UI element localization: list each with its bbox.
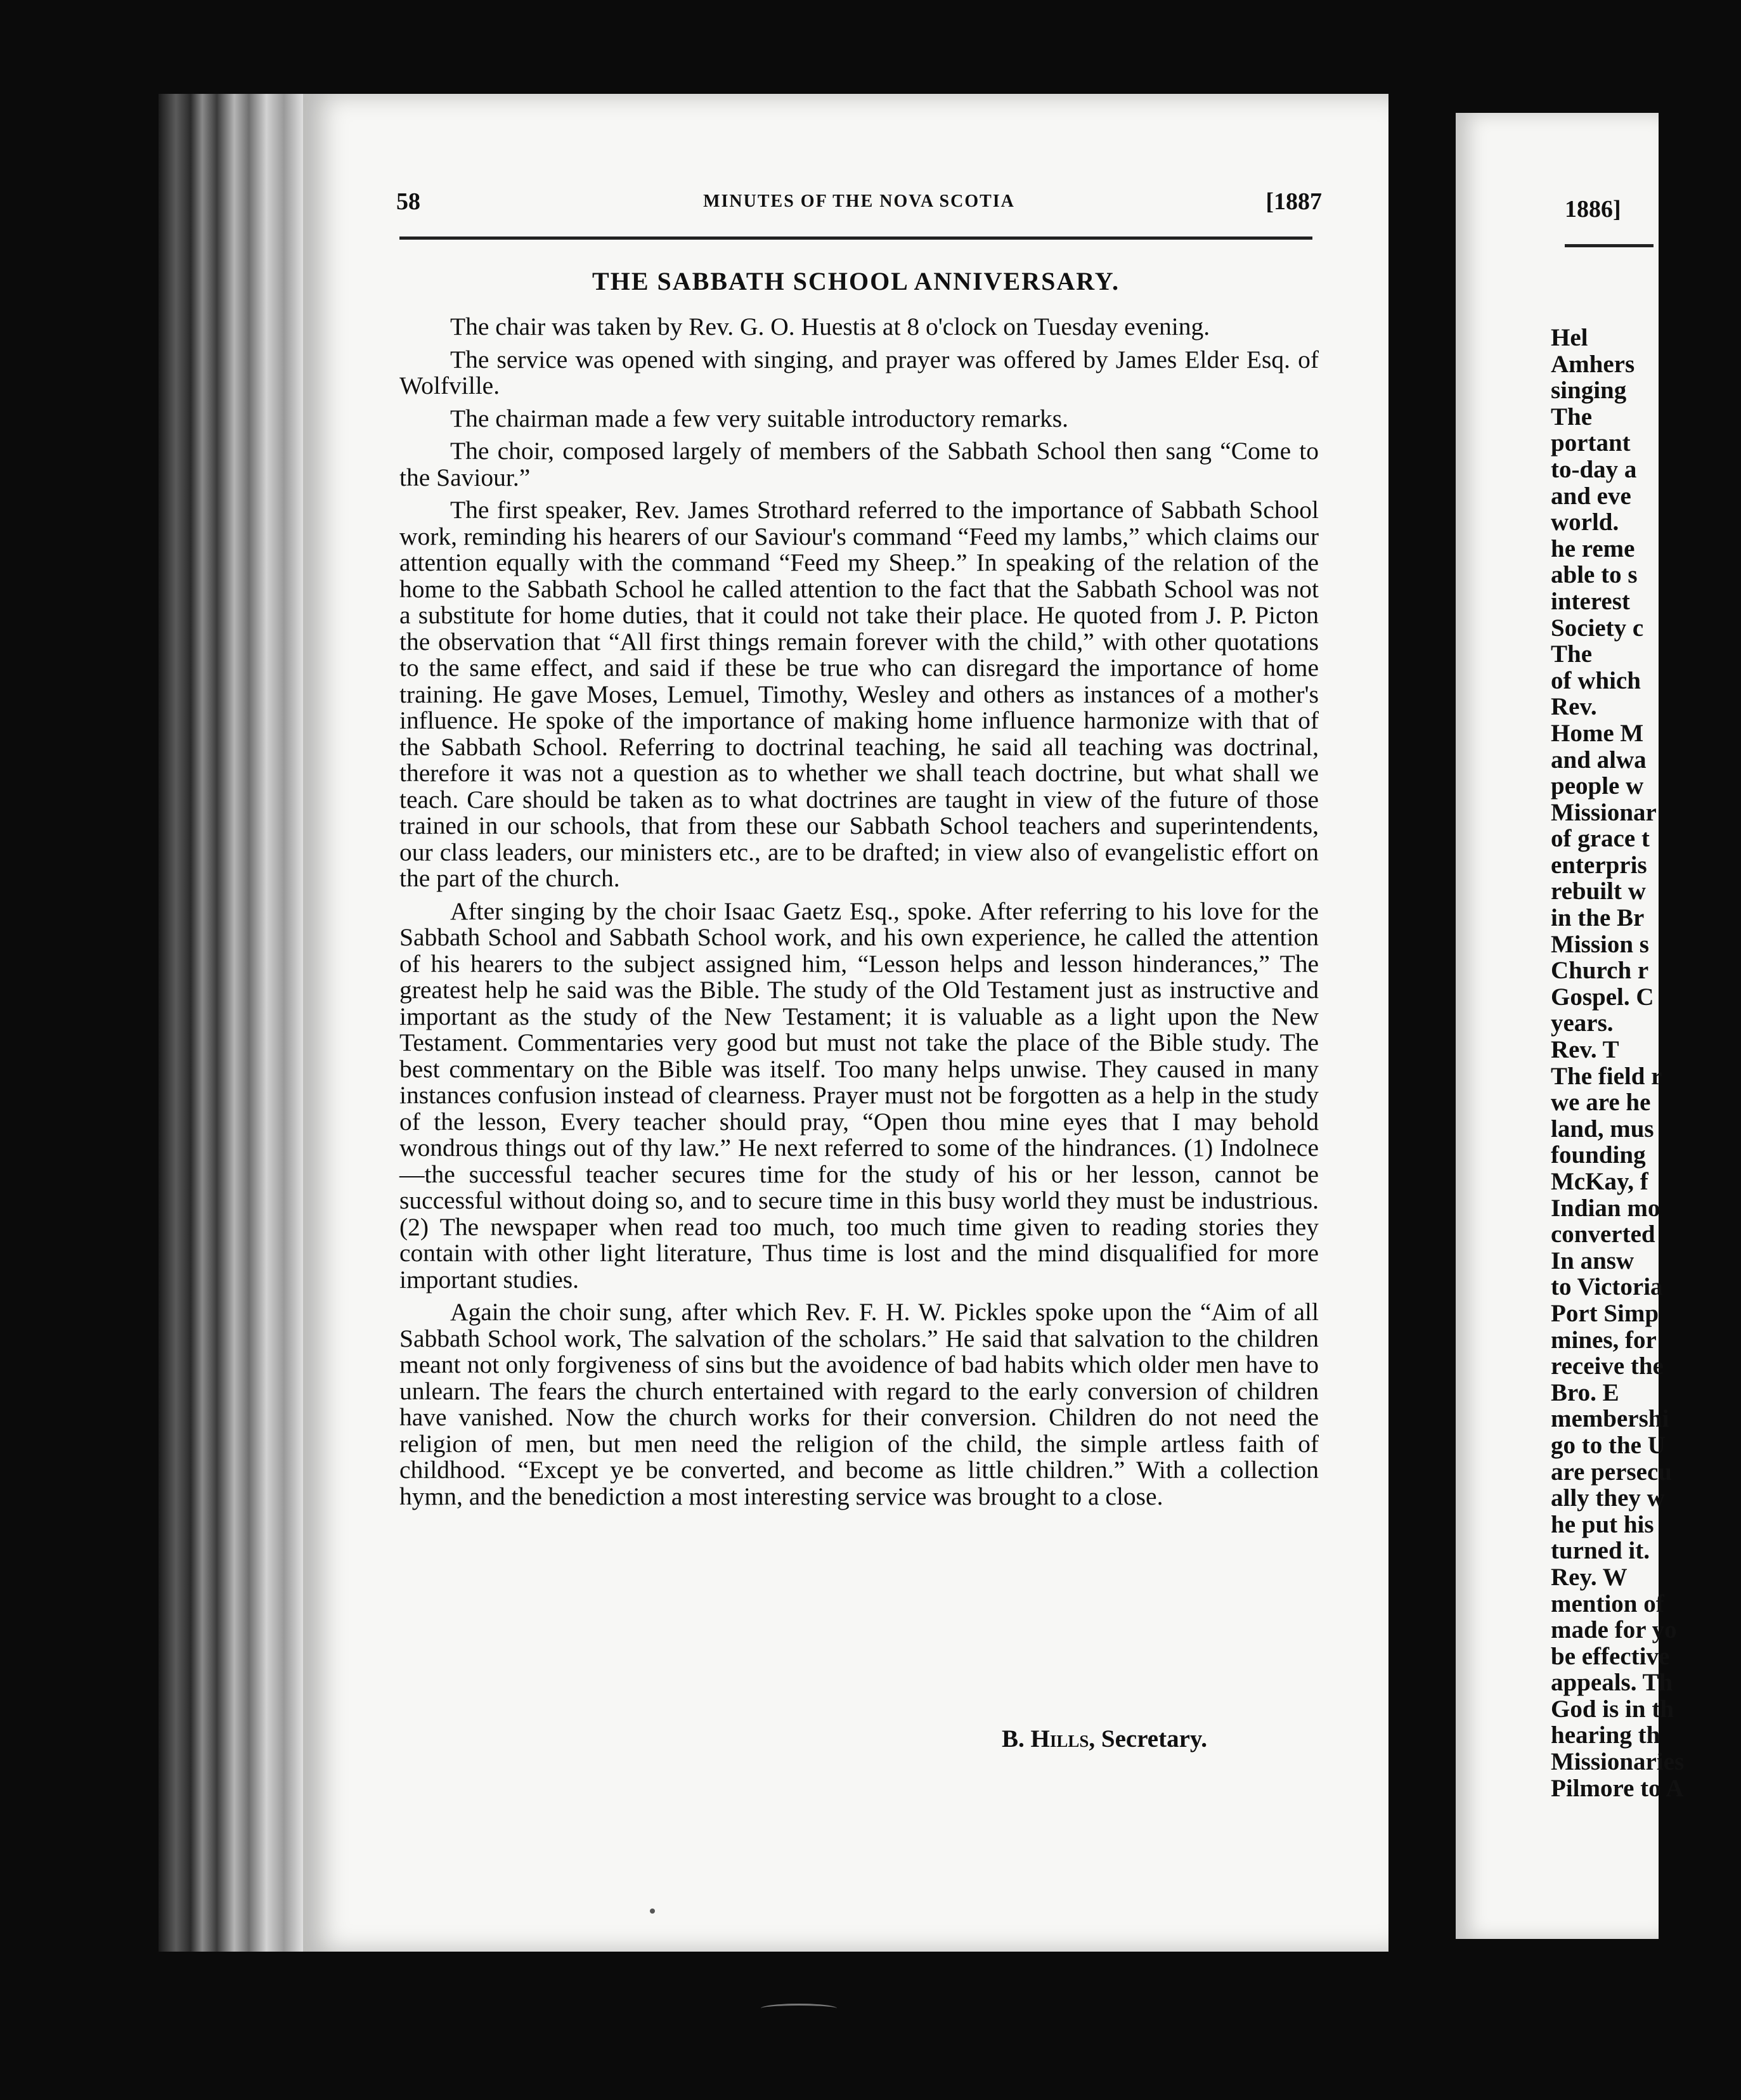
right-page-line: The field r (1551, 1062, 1662, 1090)
right-page-line: to-day a (1551, 455, 1637, 483)
right-page-line: to Victoria (1551, 1273, 1663, 1301)
right-page-line: Amhers (1551, 350, 1635, 378)
right-page-line: land, mus (1551, 1115, 1654, 1143)
right-page-line: mines, for (1551, 1326, 1657, 1354)
right-page-line: singing (1551, 377, 1627, 405)
right-page-line: and eve (1551, 482, 1631, 510)
right-page-line: enterpris (1551, 851, 1647, 879)
right-page-line: Rev. (1551, 693, 1597, 721)
right-page-line: rebuilt w (1551, 878, 1646, 905)
signature-name: B. Hills, (1002, 1725, 1096, 1753)
running-head (396, 188, 1322, 219)
right-page-line: interest (1551, 587, 1630, 615)
running-year: [1887 (1265, 188, 1322, 215)
right-page-line: Mission s (1551, 930, 1649, 958)
right-page-line: turned it. (1551, 1537, 1650, 1565)
right-page-line: are persecu (1551, 1458, 1672, 1486)
right-page-line: be effective (1551, 1642, 1670, 1670)
right-page-year: 1886] (1565, 196, 1621, 223)
right-page-line: ally they w (1551, 1484, 1665, 1512)
right-page-line: Rey. W (1551, 1563, 1628, 1591)
page-number: 58 (396, 188, 420, 215)
right-page-line: portant (1551, 429, 1631, 457)
right-page-line: converted (1551, 1221, 1655, 1248)
paragraph: The choir, composed largely of members of the Sabbath School then sang “Come to the Saviour.” (399, 437, 1319, 491)
right-page-line: years. (1551, 1009, 1614, 1037)
paragraph: After singing by the choir Isaac Gaetz Esq., spoke. After referring to his love for the Sabbath School and Sabbath School work, and his own experience, he called the attention of his hearers to the subject assigned him, “Lesson helps and lesson hinderances,” The greatest help he said was the Bible. The study of the Old Testament just as instructive and important as the study of the New Testament; it is valuable as a light upon the New Testament. Commentaries very good but must not take the place of the Bible study. The best commentary on the Bible was itself. Too many helps unwise. They caused in many instances confusion instead of clearness. Prayer must not be forgotten as a help in the study of the lesson, Every teacher should pray, “Open thou mine eyes that I may behold wondrous things out of thy law.” He next referred to some of the hindrances. (1) Indolnece—the successful teacher secures time for the study of his or her lesson, cannot be successful without doing so, and to secure time in this busy world they must be industrious. (2) The newspaper when read too much, too much time given to reading stories they contain with other light literature, Thus time is lost and the mind disqualified for more important studies. (399, 897, 1319, 1293)
right-page-line: Missionaries (1551, 1748, 1685, 1776)
right-page-line: people w (1551, 772, 1644, 800)
signature (1002, 1725, 1207, 1753)
paragraph: The service was opened with singing, and prayer was offered by James Elder Esq. of Wolfville. (399, 345, 1319, 399)
right-page-line: Hel (1551, 324, 1588, 351)
right-page-line: mention of (1551, 1590, 1664, 1617)
page-curl-mark (761, 2004, 837, 2013)
section-heading: THE SABBATH SCHOOL ANNIVERSARY. (592, 267, 1120, 295)
right-page-line: we are he (1551, 1089, 1651, 1117)
paragraph: Again the choir sung, after which Rev. F. H. W. Pickles spoke upon the “Aim of all Sabbath School work, The salvation of the scholars.” He said that salvation to the children meant not only forgiveness of sins but the avoidence of bad habits which older men have to unlearn. The fears the church entertained with regard to the early conversion of children have vanished. Now the church works for their conversion. Children do not need the religion of men, but men need the religion of the child, the simple artless faith of childhood. “Except ye be converted, and become as little children.” With a collection hymn, and the benediction a most interesting service was brought to a close. (399, 1298, 1319, 1510)
right-page-line: Pilmore to A (1551, 1774, 1684, 1802)
right-page-line: Gospel. C (1551, 983, 1654, 1011)
right-page-line: Society c (1551, 614, 1644, 642)
right-page-line: he put his (1551, 1510, 1654, 1538)
right-page-line: Missionar (1551, 798, 1657, 826)
right-page-line: Home M (1551, 719, 1644, 747)
right-page-line: The (1551, 640, 1593, 668)
right-page-line: in the Br (1551, 904, 1645, 932)
right-page-line: go to the U (1551, 1431, 1666, 1459)
right-page-line: able to s (1551, 561, 1638, 589)
running-title: MINUTES OF THE NOVA SCOTIA (703, 191, 1015, 211)
right-page-line: membershi (1551, 1405, 1669, 1433)
article-body (399, 314, 1319, 1516)
right-page-line: Bro. E (1551, 1378, 1619, 1406)
right-page-line: of grace t (1551, 825, 1650, 853)
paragraph: The chairman made a few very suitable introductory remarks. (450, 404, 1069, 432)
right-page-line: Rev. T (1551, 1036, 1619, 1064)
header-rule (399, 237, 1312, 240)
right-page-line: made for yo (1551, 1616, 1677, 1644)
right-page-line: receive the (1551, 1352, 1664, 1380)
right-page-line: world. (1551, 509, 1619, 536)
right-page-line: of which (1551, 666, 1641, 694)
right-page-line: Indian mo (1551, 1194, 1660, 1222)
paragraph: The chair was taken by Rev. G. O. Huestis at 8 o'clock on Tuesday evening. (450, 313, 1210, 340)
right-page-line: and alwa (1551, 746, 1647, 774)
right-page-line: Port Simp (1551, 1299, 1659, 1327)
right-page-line: appeals. Th (1551, 1669, 1673, 1697)
signature-role: Secretary. (1101, 1725, 1208, 1753)
right-page-line: God is in th (1551, 1695, 1674, 1723)
right-page-line: McKay, f (1551, 1168, 1648, 1195)
book-page-edges (159, 94, 304, 1952)
right-page-line: hearing th (1551, 1721, 1660, 1749)
paragraph: The first speaker, Rev. James Strothard referred to the importance of Sabbath School work, reminding his hearers of our Saviour's command “Feed my lambs,” which claims our attention equally with the command “Feed my Sheep.” In speaking of the relation of the home to the Sabbath School he called attention to the fact that the Sabbath School was not a substitute for home duties, that it could not take their place. He quoted from J. P. Picton the observation that “All first things remain forever with the child,” with other quotations to the same effect, and said if these be true who can disregard the importance of home training. He gave Moses, Lemuel, Timothy, Wesley and others as instances of a mother's influence. He spoke of the importance of making home influence harmonize with that of the Sabbath School. Referring to doctrinal teaching, he said all teaching was doctrinal, therefore it was not a question as to whether we shall teach doctrine, but what shall we teach. Care should be taken as to what doctrines are taught in view of the future of those trained in our schools, that from these our Sabbath School teachers and superintendents, our class leaders, our ministers etc., are to be drafted; in view also of evangelistic effort on the part of the church. (399, 496, 1319, 892)
right-page-text (1551, 325, 1741, 1801)
right-page-line: Church r (1551, 957, 1649, 985)
right-page-line: he reme (1551, 535, 1635, 562)
right-page-line: founding (1551, 1141, 1646, 1169)
right-page-line: The (1551, 403, 1593, 431)
right-page-line: In answ (1551, 1247, 1634, 1274)
right-header-rule (1565, 244, 1654, 247)
ink-speck (650, 1909, 655, 1914)
